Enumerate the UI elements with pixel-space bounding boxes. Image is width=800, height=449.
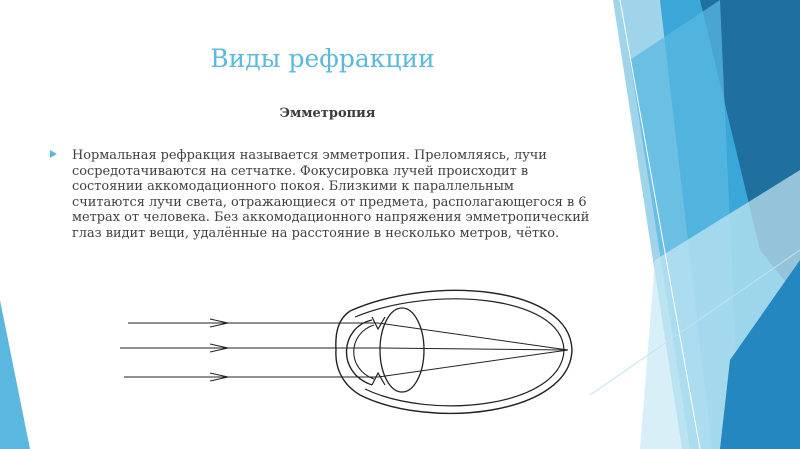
cornea — [346, 320, 372, 385]
bullet-text: Нормальная рефракция называется эмметропия. Преломляясь, лучи сосредотачиваются на сетчатке. Фокусировка лучей происходит в состоянии аккомодационного покоя. Близкими к параллельным считаются лучи света, отражающиеся от предмета, располагающегося в 6 метрах от человека. Без аккомодационного напряжения эмметропический глаз видит вещи, удалённые на расстояние в несколько метров, чётко. — [72, 148, 590, 241]
eye-refraction-diagram-icon — [110, 265, 590, 435]
ray-refracted-middle — [378, 348, 568, 350]
slide-subtitle: Эмметропия — [279, 106, 376, 121]
eyeball-inner — [355, 299, 564, 406]
deco-bottom-left-shape — [0, 300, 30, 449]
ray-refracted-top — [378, 323, 568, 350]
bullet-list — [50, 148, 590, 268]
bullet-marker-icon — [50, 150, 57, 158]
eyeball-outer — [336, 290, 572, 413]
cornea-inner — [354, 325, 374, 379]
lens — [380, 308, 424, 392]
ray-refracted-bottom — [378, 350, 568, 377]
slide-title: Виды рефракции — [210, 44, 435, 73]
